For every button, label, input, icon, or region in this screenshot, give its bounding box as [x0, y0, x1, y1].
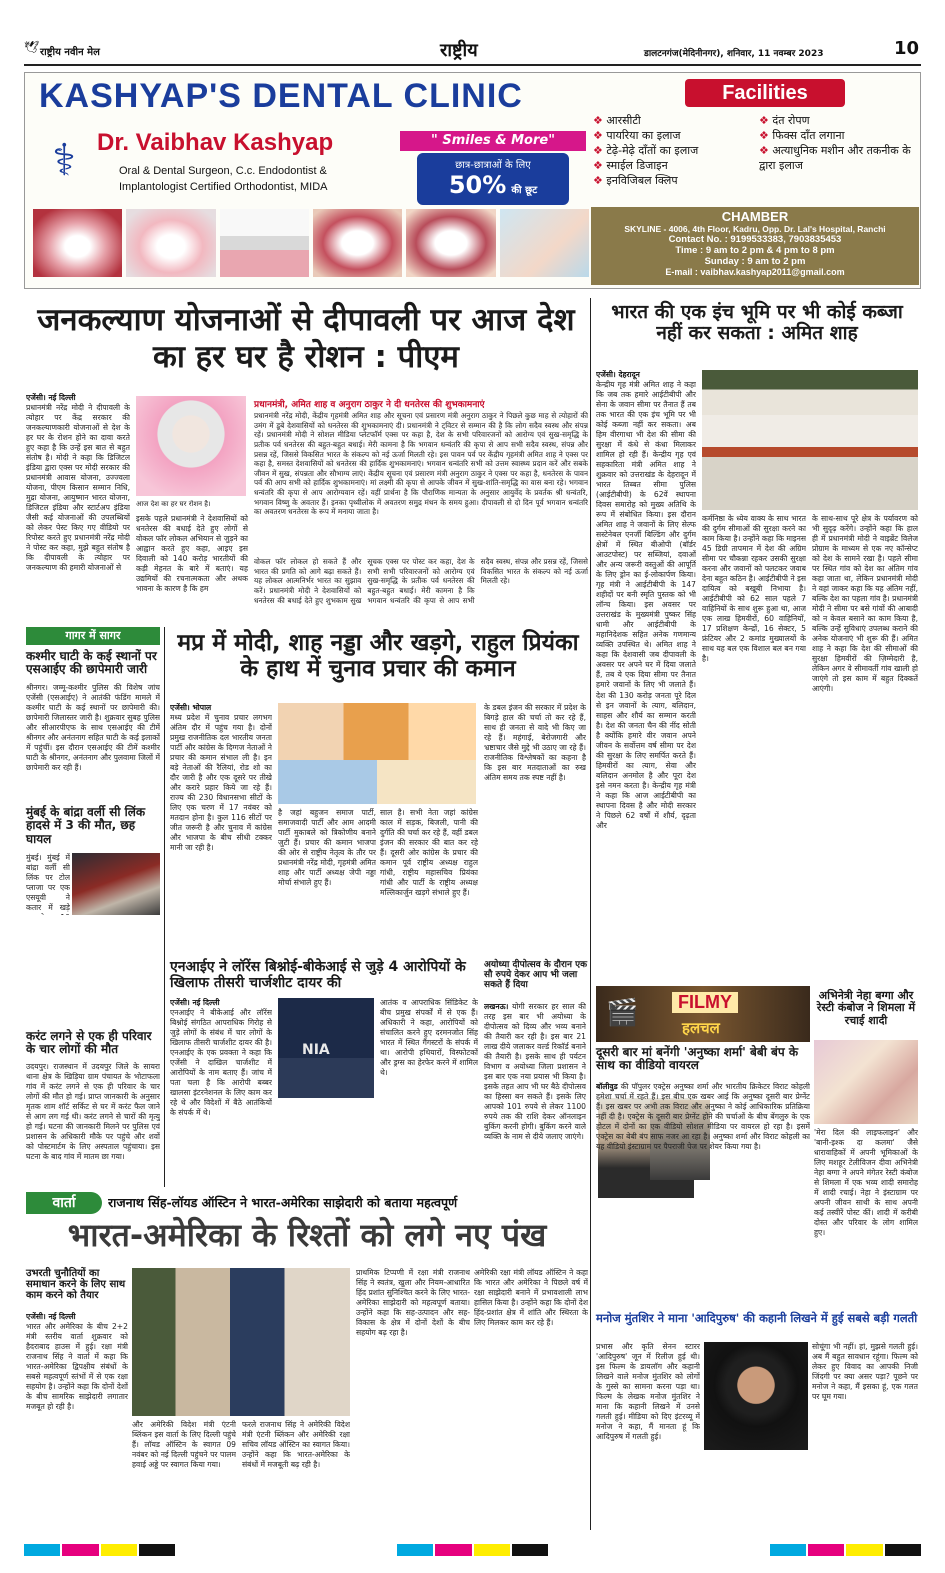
wishes-bottom: वोकल फॉर लोकल हो सकते हैं और भारत की प्रगति को आगे बढ़ा सकते हैं। यह लोकल आत्मनिर्भर भारत का सुझाव करें। प्रधानमंत्री मोदी ने देशवासियों को धनतेरस की बधाई देते हुए शुभकाम सुख सूचक एक्स पर पोस्ट कर कहा, देश के सभी सभी परिवारजनों को आरोग्य एवं सुख-समृद्धि के प्रतीक पर्व धनतेरस की बहुत-बहुत बधाई। मेरी कामना है कि भगवान धन्वंतरि की कृपा से आप सभी सदैव स्वस्थ, संपन्न और प्रसन्न रहें, जिससे विकसित भारत के संकल्प को नई ऊर्जा मिलती रहे। — [254, 557, 588, 605]
gagar-item-1-head: कश्मीर घाटी के कई स्थानों पर एसआईए की छापेमारी जारी — [26, 649, 157, 677]
filmy-logo-2: हलचल — [682, 1019, 720, 1037]
chamber-contact: Contact No. : 9199533383, 7903835453 — [668, 234, 842, 245]
bishnoi-headline: एनआईए ने लॉरेंस बिश्नोई-बीकेआई से जुड़े 4 आरोपियों के खिलाफ तीसरी चार्जशीट दायर की — [170, 959, 466, 991]
gagar-item-2-body: मुंबई। मुंबई में बांद्रा वर्ली सी लिंक पर टोल प्लाजा पर एक एसयूवी ने कतार में खड़े — [26, 853, 70, 913]
shah-byline: एजेंसी। देहरादून — [596, 370, 640, 379]
shah-headline: भारत की एक इंच भूमि पर भी कोई कब्जा नहीं कर सकता : अमित शाह — [611, 301, 903, 345]
masthead — [24, 36, 921, 66]
teeth-photo-1 — [33, 209, 122, 277]
facility-item: ❖ आरसीटी — [593, 114, 641, 127]
page-number: 10 — [894, 38, 920, 59]
diwali-headline: अयोध्या दीपोत्सव के दौरान एक सौ रुपये देकर आप भी जला सकते हैं दिया — [484, 960, 588, 991]
modi-caption: आज देश का हर घर रोशन है। — [136, 500, 211, 508]
offer-tail: की छूट — [511, 185, 538, 196]
lead-col-1 — [26, 393, 130, 623]
chamber-title: CHAMBER — [721, 209, 789, 224]
facility-item: ❖ अत्याधुनिक मशीन और तकनीक के द्वारा इलाज — [759, 144, 911, 172]
divider — [590, 298, 591, 1530]
varta-col-2: और अमेरिकी विदेश मंत्री एंटनी ब्लिंकन इस वार्ता के लिए दिल्ली पहुंचे हैं। लॉयड ऑस्टिन के स्वागत 09 नवंबर को नई दिल्ली पहुंचने पर पालम हवाई अड्डे पर स्वागत किया गया। — [132, 1420, 236, 1470]
brand-icon: 🕊 — [24, 40, 40, 54]
lead-headline: जनकल्याण योजनाओं से दीपावली पर आज देश का हर घर है रोशन : पीएम — [37, 302, 575, 376]
varta-byline: एजेंसी। नई दिल्ली — [26, 1312, 76, 1321]
offer-value: 50% — [448, 171, 507, 199]
nia-photo — [278, 998, 374, 1098]
facility-item: ❖ स्माईल डिजाइन — [593, 159, 668, 172]
gagar-item-1-body: श्रीनगर। जम्मू-कश्मीर पुलिस की विशेष जांच एजेंसी (एसआईए) ने आतंकी फंडिंग मामले में कश्मीर घाटी के कई स्थानों पर छापेमारी की। छापेमारी जिलास्तर जारी है। शुक्रवार सुबह पुलिस और सीआरपीएफ के साथ एसआईए की टीमें श्रीनगर और अनंतनाग सहित घाटी के कई इलाकों में पहुंचीं। इस दौरान एसआईए की टीमें कश्मीर घाटी के श्रीनगर, अनंतनाग और पुलवामा जिलों में छापेमारी कर रही हैं। — [26, 683, 160, 773]
color-registration-bar — [24, 1544, 921, 1556]
filmy-logo: FILMY — [672, 992, 738, 1013]
filmy-text: की पॉपुलर एक्ट्रेस अनुष्का शर्मा और भारतीय क्रिकेटर विराट कोहली हमेशा चर्चा में रहते हैं। इस बीच एक खबर आई कि अनुष्का दूसरी बार प्रेग्नेंट हैं। इस खबर पर अभी तक विराट और अनुष्का ने कोई आधिकारिक प्रतिक्रिया नहीं दी है। एक्ट्रेस के दूसरी बार प्रेग्नेंट होने की चर्चाओं के बीच बेंगलुरु के एक होटल में दोनों का एक वीडियो सोशल मीडिया पर वायरल हो रहा है। इसमें एक्ट्रेस का बेबी बंप साफ नजर आ रहा है। अनुष्का शर्मा और विराट कोहली का यह वीडियो इंस्टाग्राम पर पैपराजी पेज पर शेयर किया गया है। — [596, 1082, 810, 1152]
filmy-byline: बॉलीवुड — [596, 1082, 618, 1091]
filmy-headline: दूसरी बार मां बनेंगी 'अनुष्का शर्मा' बेबी बंप के साथ का वीडियो वायरल — [596, 1045, 799, 1073]
bishnoi-col-2: आतंक व आपराधिक सिंडिकेट के बीच प्रमुख संपर्कों में से एक हैं। अधिकारी ने कहा, आरोपियों को संचालित करने हुए दरमनजोत सिंह भारत में स्थित गैंगस्टरों के संपर्क में था। आरोपी हथियारों, विस्फोटकों और ड्रग्स का हेरफेर करने में शामिल थे। — [380, 998, 478, 1078]
adipurush-body: प्रभास और कृति सेनन स्टारर 'आदिपुरुष' जून में रिलीज हुई थी। इस फिल्म के डायलॉग और कहानी लिखने वाले मनोज मुंतशिर को लोगों के गुस्से का सामना करना पड़ा था। फिल्म के लेखक मनोज मुंतशिर ने माना कि कहानी लिखने में उनसे गलती हुई। मीडिया को दिए इंटरव्यू में मनोज ने कहा, मैं मानता हूं कि आदिपुरुष में गलती हुई। — [596, 1342, 700, 1442]
varta-col-5: अमेरिकी रक्षा मंत्री लॉयड ऑस्टिन ने कहा कि भारत और अमेरिका ने पिछले वर्ष में रक्षा साझेदारी बनाने में प्रभावशाली लाभ हासिल किया है। उन्होंने कहा कि दोनों देश हिंद-प्रशांत क्षेत्र में शांति और स्थिरता के लिए मिलकर काम कर रहे हैं। — [474, 1268, 588, 1328]
chamber-time: Time : 9 am to 2 pm & 4 pm to 8 pm — [675, 245, 835, 256]
bishnoi-col-1 — [170, 998, 272, 1188]
adipurush-body-2: सोचूंगा भी नहीं। हां, मुझसे गलती हुई। अब मैं बहुत सावधान रहूंगा। फिल्म को लेकर हुए विवाद का आपकी निजी जिंदगी पर क्या असर पड़ा? पूछने पर मनोज ने कहा, मैं इसका हूं, एक गलत पर घूम गया। — [812, 1342, 918, 1402]
wishes-subhead: प्रधानमंत्री, अमित शाह व अनुराग ठाकुर ने दी धनतेरस की शुभकामनाएं — [254, 400, 485, 410]
varta-side-head: उभरती चुनौतियों का समाधान करने के लिए साथ काम करने को तैयार — [26, 1268, 126, 1302]
varta-tag: वार्ता — [26, 1192, 102, 1214]
amit-shah-photo — [702, 370, 918, 510]
facility-item: ❖ फिक्स दाँत लगाना — [759, 129, 845, 142]
facility-item: ❖ दंत रोपण — [759, 114, 810, 127]
doctor-name: Dr. Vaibhav Kashyap — [97, 129, 334, 156]
manoj-photo — [704, 1342, 808, 1450]
varta-col-1 — [26, 1312, 128, 1530]
diwali-byline: लखनऊ। — [484, 1002, 509, 1011]
film-reel-icon: 🎬 — [606, 998, 639, 1028]
campaign-col-3: साल है। सभी नेता जहां कांग्रेस काल में सड़क, बिजली, पानी की दुर्गति की चर्चा कर रहे हैं, वहीं डबल इंजन की सरकार की बात कर रहे हैं। दूसरी ओर कांग्रेस के प्रचार की कमान पूर्व राष्ट्रीय अध्यक्ष राहुल गांधी, राष्ट्रीय महासचिव प्रियंका गांधी और पार्टी के राष्ट्रीय अध्यक्ष मल्लिकार्जुन खड़गे संभाले हुए हैं। — [380, 808, 478, 898]
campaign-text-1: मध्य प्रदेश में चुनाव प्रचार लगभग अंतिम दौर में पहुंच गया है। दोनों प्रमुख राजनीतिक दल भारतीय जनता पार्टी और कांग्रेस के दिग्गज नेताओं ने प्रचार की कमान संभाल ली है। इन बड़े नेताओं की रैलियां, रोड शो का दौर जारी है और एक दूसरे पर तीखे और करारे प्रहार किये जा रहे हैं। राज्य की 230 विधानसभा सीटों के लिए एक चरण में 17 नवंबर को मतदान होना है। कुल 116 सीटों पर जीत जरूरी है और चुनाव में कांग्रेस और भाजपा के बीच सीधी टक्कर मानी जा रही है। — [170, 713, 272, 853]
divider — [164, 627, 165, 1187]
campaign-col-4: के डबल इंजन की सरकार में प्रदेश के बिगड़े हाल की चर्चा तो कर रहे हैं, साथ ही जनता से वादे भी किए जा रहे हैं। महंगाई, बेरोजगारी और भ्रष्टाचार जैसे मुद्दे भी उठाए जा रहे हैं। राजनीतिक विश्लेषकों का कहना है कि इस बार मतदाताओं का रुख अंतिम समय तक स्पष्ट नहीं है। — [484, 703, 586, 783]
varta-kicker: राजनाथ सिंह-लॉयड ऑस्टिन ने भारत-अमेरिका साझेदारी को बताया महत्वपूर्ण — [108, 1195, 458, 1210]
chamber-address: SKYLINE - 4006, 4th Floor, Kadru, Opp. Dr. Lal's Hospital, Ranchi — [624, 224, 886, 234]
shah-col-1 — [596, 370, 696, 982]
masthead-section: राष्ट्रीय — [440, 40, 478, 61]
bishnoi-text-1: एनआईए ने बीकेआई और लॉरेंस बिश्नोई संगठित आपराधिक गिरोह से जुड़े लोगों के संबंध में चार लोगों के खिलाफ तीसरी चार्जशीट दायर की है। एनआईए के एक प्रवक्ता ने कहा कि एजेंसी ने दाखिल चार्जशीट में आरोपियों के नाम बताए हैं। जांच में पता चला है कि आरोपी बब्बर खालसा इंटरनेशनल के लिए काम कर रहे थे और विदेशों में बैठे आतंकियों के संपर्क में थे। — [170, 1008, 272, 1118]
chamber-email: E-mail : vaibhav.kashyap2011@gmail.com — [665, 267, 845, 277]
gagar-item-2-body-more — [26, 917, 160, 1027]
varta-col-3: फरले राजनाथ सिंह ने अमेरिकी विदेश मंत्री एंटनी ब्लिंकन और अमेरिकी रक्षा सचिव लॉयड ऑस्टिन का स्वागत किया। उन्होंने कहा कि भारत-अमेरिका के संबंधों में मजबूती बढ़ रही है। — [242, 1420, 350, 1470]
facilities-right — [759, 113, 917, 173]
smile-photo-1 — [313, 209, 402, 277]
facility-item: ❖ इनविजिबल क्लिप — [593, 174, 678, 187]
clinic-name: KASHYAP'S DENTAL CLINIC — [39, 77, 523, 115]
caduceus-icon: ⚕ — [52, 135, 76, 186]
diwali-text: योगी सरकार हर साल की तरह इस बार भी अयोध्या के दीपोत्सव को दिव्य और भव्य बनाने की तैयारी कर रही है। इस बार 21 लाख दीये जलाकर वर्ल्ड रिकॉर्ड बनाने की तैयारी है। इसके साथ ही पर्यटन विभाग व अयोध्या जिला प्रशासन ने इस बार एक नया प्रयास भी किया है। इसके तहत आप भी घर बैठे दीपोत्सव का हिस्सा बन सकते हैं। इसके लिए आपको 101 रुपये से लेकर 1100 रुपये तक की राशि देकर ऑनलाइन बुकिंग करनी होगी। बुकिंग करने वाले व्यक्ति के नाम से दीये जलाए जाएंगे। — [484, 1002, 586, 1142]
wedding-headline: अभिनेत्री नेहा बग्गा और रेस्टी कंबोज ने शिमला में रचाई शादी — [816, 989, 916, 1027]
varta-col-4: प्राथमिक टिप्पणी में रक्षा मंत्री राजनाथ सिंह ने स्वतंत्र, खुला और नियम-आधारित हिंद प्रशांत सुनिश्चित करने के लिए भारत-अमेरिका साझेदारी को महत्वपूर्ण बताया। उन्होंने कहा कि सह-उत्पादन और सह-विकास के क्षेत्र में दोनों देशों के बीच सहयोग बढ़ रहा है। — [356, 1268, 470, 1338]
varta-headline: भारत-अमेरिका के रिश्तों को लगे नए पंख — [67, 1216, 547, 1254]
modi-photo — [136, 396, 246, 496]
filmy-body — [596, 1082, 810, 1306]
doctor-qual-2: Implantologist Certified Orthodontist, MIDA — [119, 181, 328, 193]
offer-lead: छात्र-छात्राओं के लिए — [455, 160, 531, 171]
shah-text-1: केन्द्रीय गृह मंत्री अमित शाह ने कहा कि जब तक हमारे आईटीबीपी और सेना के जवान सीमा पर तैनात हैं तब तक भारत की एक इंच भूमि पर भी कोई कब्जा नहीं कर सकता। अब हिम वीरगाथा भी देश की सीमा की सुरक्षा में कंधे से कंधा मिलाकर शामिल हो रही हैं। केन्द्रीय गृह एवं सहकारिता मंत्री अमित शाह ने शुक्रवार को उत्तराखंड के देहरादून में भारत तिब्बत सीमा पुलिस (आईटीबीपी) के 62वें स्थापना दिवस समारोह को मुख्य अतिथि के रूप में संबोधित किया। इस दौरान अमित शाह ने जवानों के लिए सेल्फ सस्टेनेबल एनर्जी बिल्डिंग और दुर्गम क्षेत्रों में स्थित बीओपी (बॉर्डर आउटपोस्ट) पर सब्जियां, दवाओं और अन्य जरूरी वस्तुओं की आपूर्ति के लिए ड्रोन का ई-लोकार्पण किया। गृह मंत्री ने आईटीबीपी के 147 शहीदों पर बनी स्मृति पुस्तक को भी लॉन्च किया। इस अवसर पर उत्तराखंड के मुख्यमंत्री पुष्कर सिंह धामी और आईटीबीपी के महानिदेशक सहित अनेक गणमान्य व्यक्ति उपस्थित थे। अमित शाह ने कहा कि देशवासी जब दीपावली के अवसर पर अपने घर में दिया जलाते हैं, तब ये एक दिया सीमा पर तैनात हमारे जवानों के लिए भी जलाते हैं। देश की 130 करोड़ जनता पूरे दिल से इन जवानों के त्याग, बलिदान, साहस और शौर्य का सम्मान करती है। देश की जनता चैन की नींद सोती है क्योंकि हमारे वीर जवान अपने जीवन के सर्वोत्तम वर्ष सीमा पर देश की सुरक्षा के लिए समर्पित करते हैं। हिमवीरों का त्याग, सेवा और बलिदान अनमोल है और पूरा देश इसे नमन करता है। केन्द्रीय गृह मंत्री ने कहा कि आज आईटीबीपी का स्थापना दिवस है और मोदी सरकार ने पिछले 62 वर्षों में शौर्य, दृढ़ता और — [596, 380, 696, 830]
lead-byline: एजेंसी। नई दिल्ली — [26, 393, 76, 402]
chamber-box — [591, 207, 919, 285]
facility-item: ❖ पायरिया का इलाज — [593, 129, 681, 142]
tooth-photos — [33, 209, 589, 277]
campaign-col-2: है जहां बहुजन समाज पार्टी, समाजवादी पार्टी और आम आदमी पार्टी मुकाबले को त्रिकोणीय बनाने जुटी हैं। प्रचार की कमान भाजपा की ओर से राष्ट्रीय नेतृत्व के तौर पर प्रधानमंत्री नरेंद्र मोदी, गृहमंत्री अमित शाह और पार्टी अध्यक्ष जेपी नड्डा मोर्चा संभाले हुए हैं। — [278, 808, 376, 888]
varta-text-1: भारत और अमेरिका के बीच 2+2 मंत्री स्तरीय वार्ता शुक्रवार को हैदराबाद हाउस में हुई। रक्षा मंत्री राजनाथ सिंह ने वार्ता में कहा कि भारत-अमेरिका द्विपक्षीय संबंधों के सबसे महत्वपूर्ण स्तंभों में से एक रक्षा सहयोग है। उन्होंने कहा कि दोनों देशों के बीच सामरिक साझेदारी लगातार मजबूत हो रही है। — [26, 1322, 128, 1412]
lead-col-2: इसके पहले प्रधानमंत्री ने देशवासियों को धनतेरस की बधाई देते हुए लोगों से वोकल फॉर लोकल अभियान से जुड़ने का आह्वान करते हुए कहा, आइए इस दिवाली को 140 करोड़ भारतीयों की कड़ी मेहनत के बारे में बताएं। यह उद्यमियों की रचनात्मकता और अथक भावना के कारण है कि हम — [136, 514, 248, 594]
wishes-body: प्रधानमंत्री नरेंद्र मोदी, केंद्रीय गृहमंत्री अमित शाह और सूचना एवं प्रसारण मंत्री अनुराग ठाकुर ने पिछले कुछ माह से त्योहारों की उमंग में डूबे देशवासियों को धनतेरस की शुभकामनाएं दी। प्रधानमंत्री ने ट्विटर से सम्मान की है कि लोग सदैव स्वस्थ और संपन्न रहें। प्रधानमंत्री मोदी ने सोशल मीडिया प्लेटफॉर्म एक्स पर कहा है, देश के सभी परिवारजनों को आरोग्य एवं सुख-समृद्धि के प्रतीक पर्व धनतेरस की बहुत-बहुत बधाई। मेरी कामना है कि भगवान धन्वंतरि की कृपा से आप सभी सदैव स्वस्थ, संपन्न और प्रसन्न रहें, जिससे विकसित भारत के संकल्प को नई ऊर्जा मिलती रहे। इस पावन पर्व पर केंद्रीय गृहमंत्री अमित शाह ने एक्स पर कहा है, समस्त देशवासियों को धनतेरस की हार्दिक शुभकामनाएं। भगवान धन्वंतरि सभी को उत्तम स्वास्थ्य प्रदान करें और सबके जीवन में सुख, संपन्नता और सौभाग्य लाएं। केंद्रीय सूचना एवं प्रसारण मंत्री अनुराग ठाकुर ने एक्स पर कहा है, धनतेरस के पावन पर्व की आप सभी को हार्दिक शुभकामनाएं। मां लक्ष्मी की कृपा से आपके जीवन में सुख-शांति-समृद्धि का वास बना रहे। भगवान धन्वंतरि की कृपा से आप आरोग्यवान रहें। वहीं प्रार्थना है कि पौराणिक मान्यता के अनुसार आयुर्वेद के प्रवर्तक श्री धन्वंतरि, भगवान विष्णु के अवतार हैं। इनका पृथ्वीलोक में अवतरण समुद्र मंथन के समय हुआ। दीपावली से दो दिन पूर्व भगवान धन्वंतरि का अवतरण धनतेरस के रूप में मनाया जाता है। — [254, 411, 588, 517]
campaign-byline: एजेंसी। भोपाल — [170, 703, 212, 712]
wedding-photo — [814, 1040, 918, 1124]
dental-ad — [24, 72, 921, 289]
masthead-brand: राष्ट्रीय नवीन मेल — [40, 47, 100, 58]
child-dental-photo — [500, 209, 589, 277]
gagar-item-2-head: मुंबई के बांद्रा वर्ली सी लिंक हादसे में 3 की मौत, छह घायल — [26, 805, 146, 846]
campaign-headline: मप्र में मोदी, शाह नड्डा और खड़गे, राहुल प्रियंका के हाथ में चुनाव प्रचार की कमान — [177, 630, 579, 682]
facilities-title: Facilities — [685, 79, 845, 107]
bishnoi-byline: एजेंसी। नई दिल्ली — [170, 998, 220, 1007]
teeth-photo-2 — [126, 209, 215, 277]
masthead-dateline: डालटनगंज(मेदिनीनगर), शनिवार, 11 नवम्बर 2023 — [644, 49, 824, 59]
facility-item: ❖ टेढ़े-मेढ़े दाँतों का इलाज — [593, 144, 699, 157]
smile-photo-2 — [406, 209, 495, 277]
implant-photo — [220, 209, 309, 277]
lead-text-1: प्रधानमंत्री नरेंद्र मोदी ने दीपावली के त्योहार पर केंद्र सरकार की जनकल्याणकारी योजनाओं से देश के हर घर के रोशन होने का दावा करते हुए कहा है कि उन्हें इस बात से बहुत संतोष है। मोदी ने कहा कि डिजिटल इंडिया द्वारा एक्स पर मोदी सरकार की प्रधानमंत्री आवास योजना, उज्ज्वला योजना, पीएम किसान सम्मान निधि, मुद्रा योजना, आयुष्मान भारत योजना, डिजिटल इंडिया और स्टार्टअप इंडिया जैसी कई योजनाओं की उपलब्धियों को लेकर पेस्ट किए गए वीडियो पर रिपोस्ट करते हुए प्रधानमंत्री नरेंद्र मोदी ने पोस्ट कर कहा, मुझे बहुत संतोष है कि दीपावली के त्योहार पर जनकल्याण की हमारी योजनाओं से — [26, 403, 130, 573]
nia-logo: NIA — [302, 1042, 330, 1058]
campaign-photo-2 — [278, 760, 476, 804]
shah-col-3: के साथ-साथ पूरे क्षेत्र के पर्यावरण को भी सुदृढ़ करेंगे। उन्होंने कहा कि हाल ही में प्रधानमंत्री मोदी ने वाइब्रेंट विलेज प्रोग्राम के माध्यम से एक नए कॉन्सेप्ट को देश के सामने रखा है। पहले सीमा पर स्थित गांव को देश का अंतिम गांव कहा जाता था, लेकिन प्रधानमंत्री मोदी ने वहां जाकर कहा कि यह अंतिम नहीं, बल्कि देश का पहला गांव है। प्रधानमंत्री मोदी ने सीमा पर बसे गांवों की आबादी को न केवल बसाने का काम किया है, बल्कि उन्हें सुविधाएं उपलब्ध कराने की अनेक योजनाएं भी शुरू की हैं। अमित शाह ने कहा कि देश की सीमाओं की सुरक्षा हिमवीरों की ज़िम्मेदारी है, लेकिन अगर वे सीमावर्ती गांव खाली हो जाएंगे तो इस काम में बहुत दिक्कतें आएंगी। — [812, 514, 918, 694]
doctor-qual-1: Oral & Dental Surgeon, C.c. Endodontist & — [119, 165, 327, 177]
campaign-col-1 — [170, 703, 272, 953]
wedding-body: 'मेरा दिल की लाइफलाइन' और 'बानी-इश्क दा कलमा' जैसे धारावाहिकों में अपनी भूमिकाओं के लिए मशहूर टेलीविजन दीवा अभिनेत्री नेहा बग्गा ने अपने मंगेतर रेस्टी कंबोज से शिमला में एक भव्य शादी समारोह में शादी रचाई। नेहा ने इंस्टाग्राम पर अपनी जीवन साथी के साथ अपनी कई तस्वीरें पोस्ट कीं। शादी में करीबी दोस्त और परिवार के लोग शामिल हुए। — [814, 1128, 918, 1238]
facilities-left — [593, 113, 753, 188]
gagar-item-3-head: करंट लगने से एक ही परिवार के चार लोगों की मौत — [26, 1029, 152, 1057]
diwali-body — [484, 1002, 586, 1188]
gagar-tag: गागर में सागर — [26, 627, 160, 645]
shah-col-2: कर्मनिष्ठा के ध्येय वाक्य के साथ भारत की दुर्गम सीमाओं की सुरक्षा करने का काम किया है। उन्होंने कहा कि माइनस 45 डिग्री तापमान में देश की अग्रिम सीमा पर चौकन्ना रहकर उसकी सुरक्षा करना और जवानों को पलटकर जवाब देना बहुत कठिन है। आईटीबीपी ने इस दायित्व को बखूबी निभाया है। आईटीबीपी को 62 साल पहले 7 वाहिनियों के साथ शुरू हुआ था, आज एक लाख हिमवीरों, 60 वाहिनियों, 17 प्रशिक्षण केन्द्रों, 16 सेक्टर, 5 फ्रंटियर और 2 कमांड मुख्यालयों के साथ यह बल एक विशाल बल बन गया है। — [702, 514, 806, 664]
filmy-banner — [596, 986, 810, 1042]
rajnath-austin-photo — [132, 1268, 350, 1416]
adipurush-headline: मनोज मुंतशिर ने माना 'आदिपुरुष' की कहानी लिखने में हुई सबसे बड़ी गलती — [596, 1311, 918, 1325]
offer-box — [417, 153, 569, 205]
gagar-item-3-body: उदयपुर। राजस्थान में उदयपुर जिले के सायरा थाना क्षेत्र के खिड़िया ग्राम पंचायत के भोटाफला गांव में करंट लगने से एक ही परिवार के चार लोगों की मौत हो गई। प्राप्त जानकारी के अनुसार मृतक शाम शॉर्ट सर्किट से घर में करंट फैल जाने से आग लग गई थी। करंट लगने से चारों की मृत्यु हो गई। घटना की जानकारी मिलने पर पुलिस एवं प्रशासन के अधिकारी मौके पर पहुंचे और शवों को पोस्टमार्टम के लिए अस्पताल पहुंचाया। इस घटना के बाद गांव में मातम छा गया। — [26, 1062, 160, 1162]
chamber-sunday: Sunday : 9 am to 2 pm — [704, 256, 806, 267]
crash-photo — [72, 853, 160, 915]
tagline: " Smiles & More" — [400, 131, 586, 151]
